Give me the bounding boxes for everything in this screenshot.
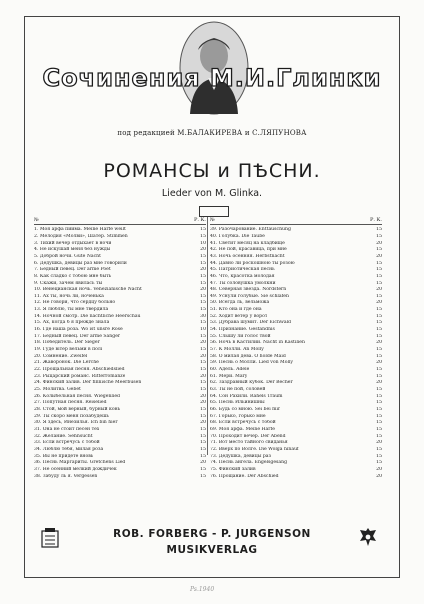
song-entry [210, 460, 382, 467]
song-entry [34, 334, 206, 341]
song-title: 15. Ах, когда б я прежде знала [34, 320, 110, 326]
song-title: 70. Проходит вечер. Der Abend [210, 433, 286, 439]
song-price: 15 [376, 260, 382, 266]
contents-left-column [34, 217, 206, 480]
song-title: 53. Дубрава шумит. Der Eichwald [210, 320, 291, 326]
song-title: 73. Дедушка, девицы раз [210, 453, 272, 459]
song-title: 5. Доброй ночи. Gute Nacht [34, 253, 101, 259]
song-price: 15 [200, 227, 206, 233]
song-price: 15 [200, 367, 206, 373]
song-price: 15 [200, 300, 206, 306]
song-price: 15 [376, 400, 382, 406]
song-entry [210, 447, 382, 454]
song-title: 18. Победитель. Der Sieger [34, 340, 100, 346]
song-price: 15 [200, 260, 206, 266]
song-price: 15 [376, 426, 382, 432]
song-price: 20 [376, 440, 382, 446]
song-title: 45. Патриотическая песнь [210, 267, 275, 273]
song-entry [210, 427, 382, 434]
song-title: 59. Песнь о Молли. Lied von Molly [210, 360, 294, 366]
song-title: 13. Я люблю, ты мне твердила [34, 307, 109, 313]
song-price: 20 [200, 460, 206, 466]
song-entry [210, 340, 382, 347]
song-entry [34, 327, 206, 334]
publisher-name [80, 528, 344, 556]
song-title: 26. Колыбельная песня. Wiegenlied [34, 393, 121, 399]
song-title: 3. Тихий вечер отдыхает в ночи [34, 240, 112, 246]
song-price: 15 [376, 420, 382, 426]
song-entry [210, 247, 382, 254]
song-entry [34, 340, 206, 347]
song-title: 23. Рыцарский романс. Ritterromanze [34, 373, 126, 379]
song-price: 15 [200, 413, 206, 419]
song-price: 15 [200, 426, 206, 432]
song-title: 14. Ночной смотр. Die nächtliche Heerschau [34, 313, 141, 319]
song-entry [210, 360, 382, 367]
song-price: 20 [376, 300, 382, 306]
song-price: 15 [200, 466, 206, 472]
song-entry [210, 261, 382, 268]
publisher-emblem-left-icon [40, 527, 60, 551]
song-price: 15 [200, 320, 206, 326]
song-entry [210, 287, 382, 294]
song-price: 15 [376, 373, 382, 379]
song-price: 15 [376, 280, 382, 286]
song-price: 15 [200, 280, 206, 286]
song-price: 15 [200, 347, 206, 353]
song-price: 15 [376, 367, 382, 373]
song-price: 10 [200, 240, 206, 246]
song-price: 15 [200, 293, 206, 299]
song-title: 60. Адель. Adele [210, 367, 250, 373]
song-title: 48. Северная звезда. Nordstern [210, 287, 287, 293]
song-title: 17. Бедный певец. Der arme Sänger [34, 333, 121, 339]
song-entry [210, 467, 382, 474]
song-title: 12. Не говори, что сердцу больно [34, 300, 116, 306]
song-entry [34, 394, 206, 401]
song-price: 15 [376, 387, 382, 392]
song-price: 15 [376, 393, 382, 399]
song-title: 4. Не искушай меня без нужды [34, 247, 111, 253]
song-price: 15 [200, 233, 206, 239]
song-entry [210, 454, 382, 461]
song-title: 68. Если встречусь с тобой [210, 420, 276, 426]
song-entry [34, 314, 206, 321]
publisher-line-1: ROB. FORBERG - P. JURGENSON [113, 528, 311, 540]
song-title: 33. Если встречусь с тобой [34, 440, 100, 446]
song-title: 22. Прощальная песня. Abschiedslied [34, 367, 125, 373]
song-price: 15 [200, 446, 206, 452]
song-title: 76. Прощание. Der Abschied [210, 473, 279, 479]
song-entry [34, 460, 206, 467]
song-entry [34, 380, 206, 387]
song-title: 54. Признание. Geständnis [210, 327, 275, 333]
song-entry [34, 454, 206, 461]
song-title: 21. Жаворонок. Die Lerche [34, 360, 99, 366]
song-title: 27. Попутная песня. Reiselied [34, 400, 107, 406]
left-entry-list [34, 227, 206, 480]
song-entry [210, 234, 382, 241]
song-price: 15 [376, 293, 382, 299]
song-entry [210, 294, 382, 301]
song-price: 20 [200, 393, 206, 399]
song-entry [210, 434, 382, 441]
song-title: 7. Бедный певец. Der arme Poet [34, 267, 111, 273]
right-number-header: № [210, 217, 215, 223]
right-entry-list [210, 227, 382, 480]
song-entry [210, 347, 382, 354]
song-title: 50. Всегда ль, вельможа [210, 300, 270, 306]
left-price-header: Р. К. [193, 217, 206, 223]
song-title: 19. Гуде вітер вельми в полі [34, 347, 103, 353]
song-title: 36. Песнь Маргариты. Gretchens Lied [34, 460, 126, 466]
song-title: 65. Песнь Ильинишны [210, 400, 265, 406]
column-divider [207, 217, 208, 455]
song-entry [34, 227, 206, 234]
song-title: 31. Она не стоит песен тех [34, 426, 100, 432]
song-entry [210, 380, 382, 387]
song-entry [34, 241, 206, 248]
series-title: Сочинения М.И.Глинки [42, 64, 382, 92]
volume-badge [199, 206, 229, 217]
song-entry [34, 434, 206, 441]
song-title: 1. Моя арфа пиима. Meine Harfe weilt [34, 227, 126, 233]
song-entry [210, 440, 382, 447]
song-entry [34, 420, 206, 427]
song-title: 58. О милая дева. O holde Maid [210, 353, 286, 359]
song-price: 15 [200, 406, 206, 412]
song-price: 15 [376, 333, 382, 339]
song-title: 57. К Молли. An Molly [210, 347, 264, 353]
song-title: 24. Финский залив. Der finnische Meerbusen [34, 380, 142, 386]
song-title: 47. Ты соловушка умолкни [210, 280, 276, 286]
song-title: 6. Дедушка, девицы раз мне говорили [34, 260, 127, 266]
song-price: 20 [200, 340, 206, 346]
song-entry [34, 234, 206, 241]
song-entry [210, 327, 382, 334]
song-title: 32. Желание. Sehnsucht [34, 433, 93, 439]
song-price: 20 [376, 473, 382, 479]
song-price: 10 [200, 327, 206, 333]
song-entry [210, 227, 382, 234]
song-entry [34, 354, 206, 361]
song-price: 15 [376, 307, 382, 313]
song-title: 40. Голубка. Die Taube [210, 233, 265, 239]
song-title: 28. Стой, мой верный, бурный конь [34, 406, 121, 412]
song-title: 9. Скажи, зачем явилась ты [34, 280, 103, 286]
song-title: 20. Сомнение. Zweifel [34, 353, 88, 359]
song-entry [34, 281, 206, 288]
main-title: РОМАНСЫ и ПѢСНИ. [103, 160, 321, 182]
song-price: 20 [376, 287, 382, 293]
song-title: 39. Разочарование. Enttäuschung [210, 227, 291, 233]
song-entry [34, 320, 206, 327]
song-price: 15 [200, 307, 206, 313]
song-title: 55. Слышу ли голос твой [210, 333, 271, 339]
song-price: 15 [376, 413, 382, 419]
song-price: 15 [200, 387, 206, 392]
song-entry [210, 314, 382, 321]
song-entry [34, 267, 206, 274]
song-price: 15 [200, 253, 206, 259]
song-entry [34, 407, 206, 414]
song-entry [34, 374, 206, 381]
song-price: 15 [376, 327, 382, 333]
song-title: 62. Заздравный кубок. Der Becher [210, 380, 293, 386]
song-price: 15 [376, 406, 382, 412]
song-price: 15 [376, 233, 382, 239]
song-title: 46. Что, красотка молодая [210, 273, 275, 279]
song-price: 15 [200, 433, 206, 439]
song-entry [210, 400, 382, 407]
song-title: 16. Где наша роза. Wo ist unsre Rose [34, 327, 123, 333]
song-price: 15 [200, 453, 206, 459]
song-price: 15 [376, 313, 382, 319]
song-title: 51. Кто она и где она [210, 307, 262, 313]
song-entry [210, 374, 382, 381]
song-entry [34, 294, 206, 301]
song-price: 20 [200, 267, 206, 273]
song-price: 15 [376, 347, 382, 353]
song-price: 20 [200, 247, 206, 253]
subtitle: Lieder von M. Glinka. [161, 188, 263, 199]
song-title: 29. Ты скоро меня позабудешь [34, 413, 109, 419]
song-price: 20 [376, 466, 382, 472]
song-entry [210, 367, 382, 374]
song-entry [34, 400, 206, 407]
song-entry [34, 387, 206, 394]
song-entry [34, 360, 206, 367]
song-entry [34, 414, 206, 421]
song-title: 75. Финский залив [210, 466, 256, 472]
song-title: 71. Вот место тайного свиданья [210, 440, 288, 446]
song-title: 11. Ах ты, ночь ли, ноченька [34, 293, 104, 299]
song-price: 15 [376, 247, 382, 253]
song-entry [34, 254, 206, 261]
song-entry [210, 414, 382, 421]
song-price: 20 [200, 400, 206, 406]
song-title: 34. Люблю тебя, милая роза [34, 446, 104, 452]
song-price: 15 [376, 267, 382, 273]
song-title: 66. Будь со мною. Sei bei mir [210, 406, 281, 412]
song-entry [210, 300, 382, 307]
song-title: 61. Мери. Mary [210, 373, 248, 379]
song-entry [34, 347, 206, 354]
song-entry [34, 474, 206, 481]
song-entry [210, 241, 382, 248]
song-price: 20 [376, 253, 382, 259]
song-price: 20 [376, 380, 382, 386]
song-entry [210, 354, 382, 361]
song-price: 15 [376, 446, 382, 452]
double-eagle-emblem-icon [358, 525, 378, 549]
song-price: 15 [376, 320, 382, 326]
song-title: 67. Горько, горько мне [210, 413, 266, 419]
left-column-header [34, 217, 206, 225]
song-title: 44. Давно ли роскошною ты розою [210, 260, 295, 266]
song-title: 72. Вверх по Волге. Die Wolga hinauf [210, 446, 299, 452]
song-entry [210, 307, 382, 314]
song-price: 15 [200, 333, 206, 339]
song-title: 64. Сон Рахили. Rahels Traum [210, 393, 283, 399]
song-price: 20 [200, 287, 206, 293]
song-title: 25. Молитва. Gebet [34, 387, 81, 392]
song-entry [34, 300, 206, 307]
song-price: 20 [376, 240, 382, 246]
song-price: 15 [376, 227, 382, 233]
song-price: 20 [376, 360, 382, 366]
song-price: 20 [376, 340, 382, 346]
song-entry [34, 427, 206, 434]
left-number-header: № [34, 217, 39, 223]
song-title: 42. Не пой, красавица, при мне [210, 247, 287, 253]
song-title: 10. Венецианская ночь. Venezianische Nacht [34, 287, 142, 293]
song-entry [34, 247, 206, 254]
song-price: 30 [200, 313, 206, 319]
song-price: 15 [200, 380, 206, 386]
song-entry [210, 394, 382, 401]
right-price-header: Р. К. [369, 217, 382, 223]
song-title: 56. Ночь в Кастилии. Nacht in Kastilien [210, 340, 305, 346]
song-title: 74. Песнь ангела. Engelsgesang [210, 460, 288, 466]
song-title: 63. Ты не пой, соловей [210, 387, 266, 392]
song-entry [210, 281, 382, 288]
song-entry [210, 420, 382, 427]
song-price: 15 [376, 353, 382, 359]
right-column-header [210, 217, 382, 225]
song-price: 20 [200, 353, 206, 359]
song-title: 52. Ходит ветер у ворот [210, 313, 268, 319]
song-title: 37. Не осенний мелкий дождичек [34, 466, 117, 472]
song-entry [210, 474, 382, 481]
contents-right-column [210, 217, 382, 480]
song-title: 43. Ночь осенняя. Herbstnacht [210, 253, 285, 259]
song-price: 15 [376, 433, 382, 439]
song-entry [34, 440, 206, 447]
song-entry [34, 287, 206, 294]
song-entry [210, 334, 382, 341]
song-price: 15 [376, 453, 382, 459]
song-entry [34, 467, 206, 474]
song-entry [210, 387, 382, 394]
song-price: 15 [376, 273, 382, 279]
song-entry [34, 447, 206, 454]
song-price: 20 [200, 420, 206, 426]
song-title: 41. Светит месяц на кладбище [210, 240, 285, 246]
song-entry [210, 407, 382, 414]
song-price: 15 [200, 360, 206, 366]
song-title: 8. Как сладко с тобою мне быть [34, 273, 112, 279]
song-title: 49. Уснули голубые. Sie schlafen [210, 293, 289, 299]
song-price: 20 [200, 373, 206, 379]
song-entry [210, 267, 382, 274]
song-entry [34, 274, 206, 281]
song-title: 30. Я здесь, Инезилья. Ich bin hier [34, 420, 118, 426]
song-entry [210, 254, 382, 261]
song-price: 15 [200, 473, 206, 479]
song-title: 38. Забуду ль я. Vergessen [34, 473, 98, 479]
song-title: 2. Мелодия «Молви», Шатёр. Stimmen [34, 233, 128, 239]
song-title: 35. Вы не придёте вновь [34, 453, 94, 459]
song-entry [34, 261, 206, 268]
song-entry [34, 367, 206, 374]
song-price: 15 [376, 460, 382, 466]
editors-line: под редакцией М.БАЛАКИРЕВА и С.ЛЯПУНОВА [117, 129, 307, 137]
pencil-note: Ps.1940 [190, 586, 215, 593]
publisher-line-2: MUSIKVERLAG [166, 544, 258, 556]
song-entry [210, 320, 382, 327]
song-entry [210, 274, 382, 281]
song-price: 15 [200, 440, 206, 446]
song-entry [34, 307, 206, 314]
song-title: 69. Моя арфа. Meine Harfe [210, 426, 275, 432]
song-price: 15 [200, 273, 206, 279]
